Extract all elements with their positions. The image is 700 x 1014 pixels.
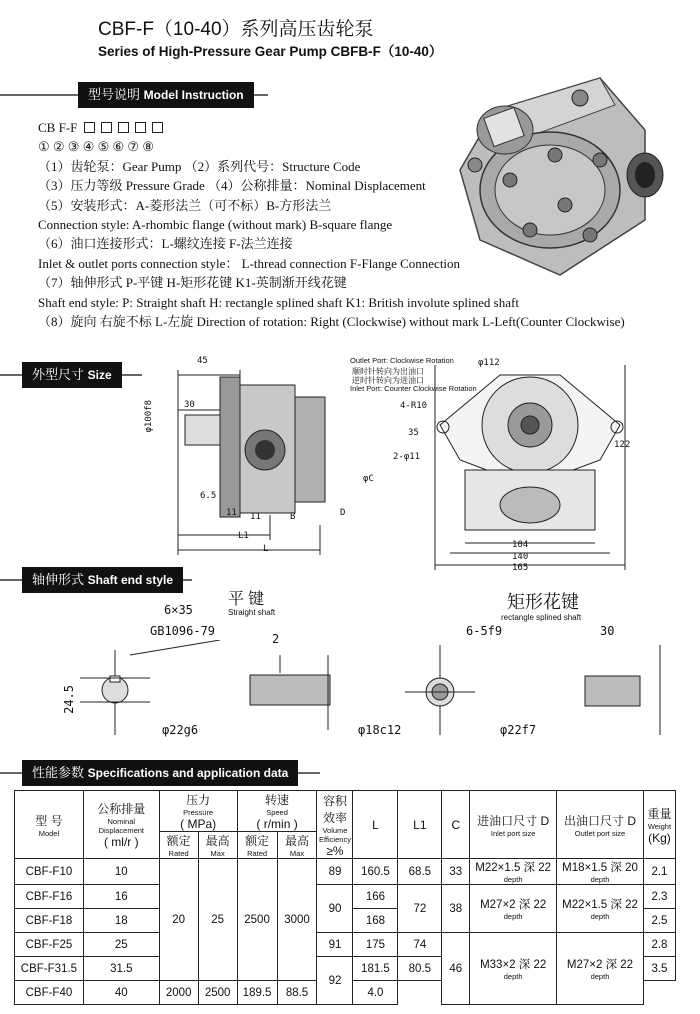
model-line: Shaft end style: P: Straight shaft H: rectangle splined shaft K1: British involute splined shaft <box>38 294 519 310</box>
outlet-value: M18×1.5 深 20 <box>562 862 638 874</box>
outlet-value: M22×1.5 深 22 <box>562 899 638 911</box>
header-C: C <box>442 791 470 859</box>
spec-table <box>14 790 676 1005</box>
dim-6-5: 6.5 <box>200 491 217 501</box>
max-cn: 最高 <box>285 834 310 848</box>
rect-shaft-cn: 矩形花键 <box>507 592 579 612</box>
cell-inlet <box>470 885 557 933</box>
cell-weight: 4.0 <box>353 981 398 1005</box>
depth-label: depth <box>590 912 610 921</box>
cell-press-rated: 20 <box>159 859 198 981</box>
section-size-cn: 外型尺寸 <box>32 367 85 382</box>
rated-cn: 额定 <box>166 834 191 848</box>
max-en: Max <box>210 849 225 858</box>
model-line: （7）轴伸形式 P-平键 H-矩形花键 K1-英制渐开线花键 <box>38 275 347 291</box>
dim-phi100f8: φ100f8 <box>144 400 154 433</box>
depth-label: depth <box>590 972 610 981</box>
cell-disp: 31.5 <box>83 957 159 981</box>
table-row <box>15 885 676 909</box>
header-speed <box>237 791 317 832</box>
header-model <box>15 791 84 859</box>
dim-B: B <box>290 512 296 522</box>
cell-C: 38 <box>442 885 470 933</box>
cell-eff: 90 <box>317 885 353 933</box>
cell-L: 175 <box>353 933 398 957</box>
cell-L1: 72 <box>398 885 442 933</box>
cell-L: 166 <box>353 885 398 909</box>
cell-model: CBF-F40 <box>15 981 84 1005</box>
page-title: CBF-F（10-40）系列高压齿轮泵 <box>98 19 374 40</box>
cell-C: 33 <box>442 859 470 885</box>
header-disp-en: Nominal Displacement <box>98 817 144 835</box>
page-subtitle: Series of High-Pressure Gear Pump CBFB-F（10-40） <box>98 44 443 59</box>
cell-inlet <box>470 859 557 885</box>
header-disp-cn: 公称排量 <box>97 802 146 816</box>
section-shaft-cn: 轴伸形式 <box>32 572 85 587</box>
header-press <box>159 791 237 832</box>
rated-cn: 额定 <box>245 834 270 848</box>
dim-11b: 11 <box>250 512 261 522</box>
side-view-drawing <box>140 355 370 565</box>
section-spec-cn: 性能参数 <box>32 765 85 780</box>
cell-inlet <box>470 933 557 1005</box>
model-line: （1）齿轮泵：Gear Pump （2）系列代号：Structure Code <box>38 158 361 174</box>
cell-speed-rated: 2500 <box>237 859 277 981</box>
cell-L1: 80.5 <box>398 957 442 981</box>
cell-model: CBF-F18 <box>15 909 84 933</box>
max-cn: 最高 <box>205 834 230 848</box>
section-shaft-en: Shaft end style <box>87 573 173 587</box>
cell-speed-rated: 2000 <box>159 981 198 1005</box>
cell-L1: 74 <box>398 933 442 957</box>
dim-11a: 11 <box>226 508 237 518</box>
cell-outlet <box>557 885 644 933</box>
model-line: Connection style: A-rhombic flange (without mark) B-square flange <box>38 217 393 233</box>
section-size <box>0 362 142 388</box>
inlet-value: M27×2 深 22 <box>480 899 547 911</box>
cell-eff: 91 <box>317 933 353 957</box>
section-model <box>0 82 268 108</box>
header-press-cn: 压力 <box>186 793 211 807</box>
header-speed-en: Speed <box>266 808 288 817</box>
cell-model: CBF-F25 <box>15 933 84 957</box>
dim-140: 140 <box>512 552 529 562</box>
header-disp-unit: ( ml/r ) <box>103 835 139 849</box>
rated-en: Rated <box>168 849 189 858</box>
dim-104: 104 <box>512 540 529 550</box>
model-instruction <box>38 118 625 331</box>
dim-phi22g6: φ22g6 <box>162 723 199 737</box>
cell-weight: 2.1 <box>643 859 675 885</box>
cell-press-max: 25 <box>198 859 237 981</box>
cell-L: 189.5 <box>237 981 277 1005</box>
header-press-max <box>198 832 237 859</box>
model-code-prefix: CB F-F <box>38 120 78 135</box>
front-view-drawing <box>425 365 635 575</box>
header-eff-en: Volume Efficiency <box>318 825 351 844</box>
inlet-label-cn: 逆时针转向为进油口 <box>352 376 424 385</box>
cell-L1: 68.5 <box>398 859 442 885</box>
header-L1: L1 <box>398 791 442 859</box>
cell-L: 160.5 <box>353 859 398 885</box>
cell-weight: 3.5 <box>643 957 675 981</box>
cell-disp: 40 <box>83 981 159 1005</box>
header-eff <box>317 791 353 859</box>
header-outlet-en: Outlet port size <box>574 828 626 838</box>
dim-4-R10: 4-R10 <box>400 401 428 411</box>
section-model-en: Model Instruction <box>143 88 244 102</box>
dim-30-spline: 30 <box>600 624 615 638</box>
dim-phi22f7: φ22f7 <box>500 723 537 737</box>
cell-L1: 88.5 <box>277 981 317 1005</box>
model-line: （6）油口连接形式：L-螺纹连接 F-法兰连接 <box>38 236 293 252</box>
depth-label: depth <box>503 912 523 921</box>
rect-shaft-drawing <box>395 640 675 740</box>
header-inlet <box>470 791 557 859</box>
model-line: Inlet & outlet ports connection style： L-thread connection F-Flange Connection <box>38 255 461 271</box>
cell-disp: 18 <box>83 909 159 933</box>
model-line: （8）旋向 右旋不标 L-左旋 Direction of rotation: Right (Clockwise) without mark L-Left(Counter Clockwise) <box>38 314 625 330</box>
cell-disp: 25 <box>83 933 159 957</box>
header-speed-cn: 转速 <box>265 793 290 807</box>
cell-disp: 16 <box>83 885 159 909</box>
table-row <box>15 859 676 885</box>
outlet-label: Outlet Port: Clockwise Rotation <box>350 356 454 365</box>
inlet-label: Inlet Port: Counter Clockwise Rotation <box>350 384 477 393</box>
cell-L: 181.5 <box>353 957 398 981</box>
straight-shaft-drawing <box>70 640 350 740</box>
table-header-row <box>15 791 676 832</box>
dim-122: 122 <box>614 440 631 450</box>
cell-C: 46 <box>442 933 470 1005</box>
header-speed-rated <box>237 832 277 859</box>
outlet-label-cn: 顺时针转向为出油口 <box>352 367 424 376</box>
dim-L: L <box>263 544 269 554</box>
key-size: 6×35 <box>164 603 193 617</box>
dim-24-5: 24.5 <box>62 685 76 714</box>
spline-spec: 6-5f9 <box>466 624 503 638</box>
dim-30: 30 <box>184 400 195 410</box>
dim-165: 165 <box>512 563 529 573</box>
header-weight-cn: 重量 <box>647 806 672 821</box>
header-weight-unit: (Kg) <box>648 830 671 845</box>
header-L: L <box>353 791 398 859</box>
header-press-en: Pressure <box>183 808 214 817</box>
header-model-en: Model <box>38 828 60 838</box>
cell-weight: 2.5 <box>643 909 675 933</box>
depth-label: depth <box>590 875 610 884</box>
header-model-cn: 型 号 <box>35 813 63 828</box>
dim-L1: L1 <box>238 531 249 541</box>
dim-phiC: φC <box>363 474 374 484</box>
model-line: （3）压力等级 Pressure Grade （4）公称排量：Nominal Displacement <box>38 178 426 194</box>
section-shaft <box>0 567 192 593</box>
cell-outlet <box>557 933 644 1005</box>
header-disp <box>83 791 159 859</box>
straight-shaft-en: Straight shaft <box>228 608 276 617</box>
cell-speed-max: 3000 <box>277 859 317 981</box>
dim-2-phi11: 2-φ11 <box>393 452 421 462</box>
header-press-unit: ( MPa) <box>180 817 217 831</box>
inlet-value: M33×2 深 22 <box>480 959 547 971</box>
header-speed-unit: ( r/min ) <box>256 817 298 831</box>
cell-outlet <box>557 859 644 885</box>
header-speed-max <box>277 832 317 859</box>
dim-45: 45 <box>197 356 208 366</box>
cell-model: CBF-F16 <box>15 885 84 909</box>
dim-phi112: φ112 <box>478 358 500 368</box>
cell-weight: 2.3 <box>643 885 675 909</box>
model-code-numbers: ① ② ③ ④ ⑤ ⑥ ⑦ ⑧ <box>38 139 154 155</box>
rated-en: Rated <box>247 849 268 858</box>
model-line: （5）安装形式：A-菱形法兰（可不标）B-方形法兰 <box>38 197 332 213</box>
cell-eff: 89 <box>317 859 353 885</box>
header-inlet-cn: 进油口尺寸 D <box>477 813 550 828</box>
header-outlet-cn: 出油口尺寸 D <box>563 813 636 828</box>
section-spec-en: Specifications and application data <box>87 766 289 780</box>
depth-label: depth <box>503 972 523 981</box>
depth-label: depth <box>503 875 523 884</box>
dim-35: 35 <box>408 428 419 438</box>
max-en: Max <box>289 849 305 858</box>
header-weight-en: Weight <box>647 821 672 831</box>
cell-disp: 10 <box>83 859 159 885</box>
cell-speed-max: 2500 <box>198 981 237 1005</box>
header-press-rated <box>159 832 198 859</box>
header-outlet <box>557 791 644 859</box>
outlet-value: M27×2 深 22 <box>566 959 634 971</box>
header-inlet-en: Inlet port size <box>490 828 536 838</box>
table-row <box>15 933 676 957</box>
cell-eff: 92 <box>317 957 353 1005</box>
section-spec <box>0 760 320 786</box>
key-standard: GB1096-79 <box>150 624 216 638</box>
dim-2: 2 <box>272 632 280 646</box>
cell-model: CBF-F31.5 <box>15 957 84 981</box>
cell-model: CBF-F10 <box>15 859 84 885</box>
section-model-cn: 型号说明 <box>88 87 141 102</box>
header-eff-unit: ≥% <box>326 843 344 858</box>
rect-shaft-en: rectangle splined shaft <box>501 613 582 622</box>
header-weight <box>643 791 675 859</box>
section-size-en: Size <box>87 368 112 382</box>
dim-D: D <box>340 508 346 518</box>
dim-phi18c12: φ18c12 <box>358 723 402 737</box>
straight-shaft-cn: 平 键 <box>228 591 265 608</box>
inlet-value: M22×1.5 深 22 <box>475 862 552 874</box>
cell-L: 168 <box>353 909 398 933</box>
cell-weight: 2.8 <box>643 933 675 957</box>
header-eff-cn: 容积效率 <box>322 793 347 825</box>
